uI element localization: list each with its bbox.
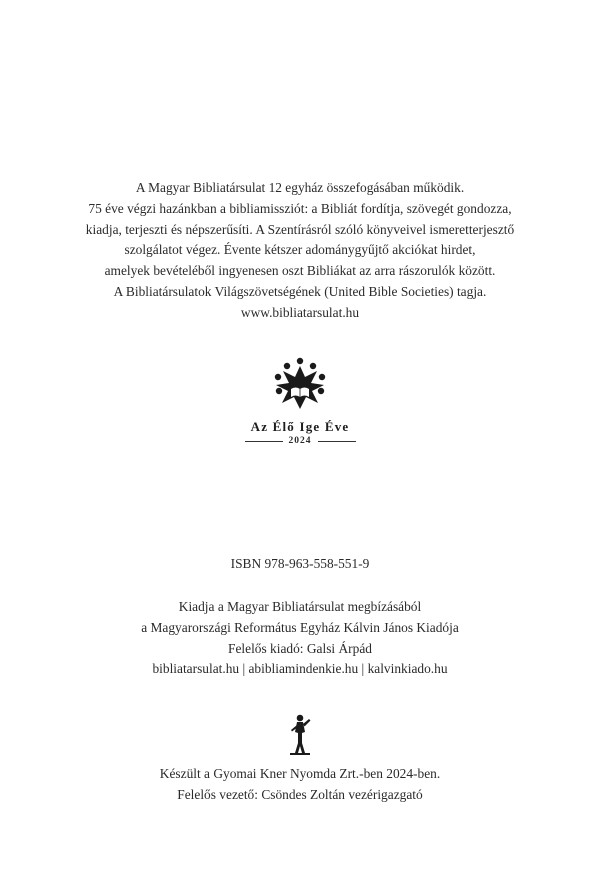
about-line: A Magyar Bibliatársulat 12 egyház összefogásában működik. (135, 180, 465, 195)
divider (318, 441, 356, 442)
about-line: A Bibliatársulatok Világszövetségének (United Bible Societies) tagja. (113, 283, 487, 299)
year-of-word-logo (0, 357, 600, 446)
printer-line: Felelős vezető: Csöndes Zoltán vezérigazgató (177, 786, 423, 802)
publisher-links[interactable]: bibliatarsulat.hu | abibliamindenkie.hu | kalvinkiado.hu (152, 661, 448, 677)
about-line: 75 éve végzi hazánkban a bibliamissziót: a Bibliát fordítja, szövegét gondozza, (88, 200, 512, 216)
printer-figure-icon (287, 713, 313, 755)
about-line: kiadja, terjeszti és népszerűsíti. A Szentírásról szóló könyveivel ismeretterjesztő (85, 221, 515, 237)
logo-year: 2024 (288, 436, 312, 446)
about-line: szolgálatot végez. Évente kétszer adománygyűjtő akciókat hirdet, (124, 242, 476, 258)
logo-title: Az Élő Ige Éve (250, 419, 350, 434)
isbn-text: ISBN 978-963-558-551-9 (230, 556, 370, 571)
star-book-people-icon (269, 357, 331, 413)
publisher-line: Felelős kiadó: Galsi Árpád (228, 640, 372, 656)
printer-info (0, 764, 600, 806)
publisher-info (0, 597, 600, 680)
publisher-line: Kiadja a Magyar Bibliatársulat megbízásából (178, 599, 422, 614)
isbn (0, 554, 600, 575)
logo-year-row (0, 436, 600, 446)
website-link[interactable]: www.bibliatarsulat.hu (240, 304, 360, 320)
publisher-line: a Magyarországi Református Egyház Kálvin János Kiadója (141, 619, 459, 635)
about-paragraph (0, 178, 600, 324)
printer-logo (0, 713, 600, 755)
printer-line: Készült a Gyomai Kner Nyomda Zrt.-ben 2024-ben. (159, 766, 441, 781)
about-line: amelyek bevételéből ingyenesen oszt Bibliákat az arra rászorulók között. (104, 263, 496, 279)
divider (245, 441, 283, 442)
